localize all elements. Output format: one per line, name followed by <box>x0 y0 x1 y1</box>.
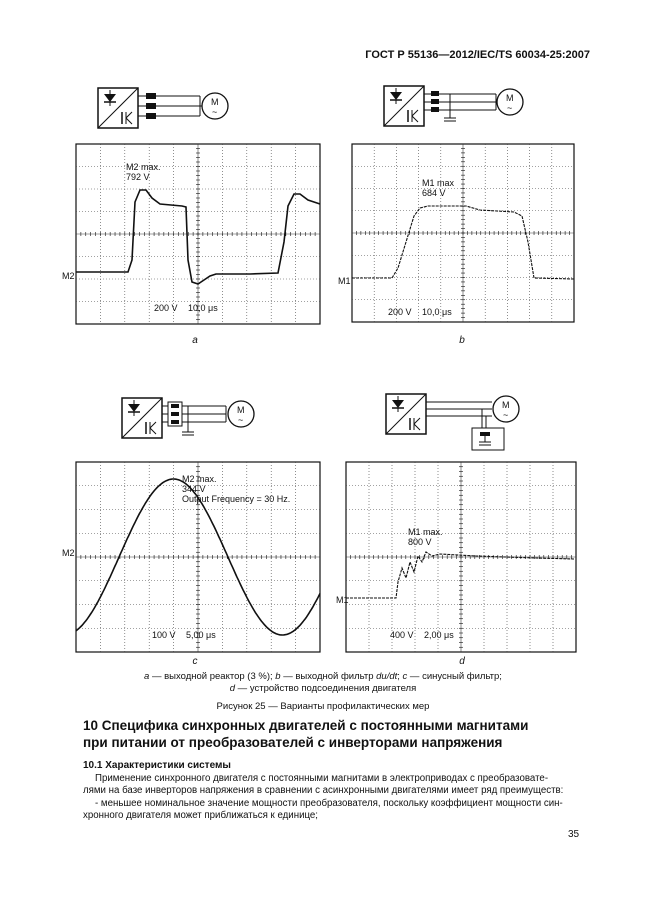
legend-key-a: a <box>144 671 150 682</box>
motor-symbol: ~ <box>238 415 244 425</box>
dudt-filter-icon <box>424 91 496 121</box>
time-scale: 5,00 μs <box>186 630 216 640</box>
panel-d <box>336 392 586 677</box>
panel-b <box>336 82 586 352</box>
panel-c <box>60 392 330 677</box>
motor-connection-device-icon <box>426 402 504 450</box>
panel-caption: d <box>459 656 465 667</box>
converter-block-icon <box>386 394 426 434</box>
reactor-icon <box>138 93 200 119</box>
max-label: M2 max. <box>126 162 161 172</box>
panel-caption: a <box>192 335 198 346</box>
oscilloscope-screen <box>76 144 320 324</box>
page-header: ГОСТ Р 55136—2012/IEC/TS 60034-25:2007 <box>365 49 590 61</box>
channel-marker: M1 <box>336 595 349 605</box>
body-text <box>83 773 591 823</box>
motor-icon <box>228 401 254 427</box>
legend-dudt: du/dt <box>376 671 398 682</box>
volt-scale: 400 V <box>390 630 414 640</box>
channel-marker: M2 <box>62 271 75 281</box>
volt-scale: 200 V <box>388 307 412 317</box>
frequency-label: Output Frequency = 30 Hz. <box>182 494 291 504</box>
max-value: 792 V <box>126 172 150 182</box>
time-scale: 10,0 μs <box>422 307 452 317</box>
legend-sep: ; <box>397 671 403 682</box>
motor-label: M <box>237 405 245 415</box>
panel-c-graphic <box>60 392 330 677</box>
max-label: M1 max. <box>408 527 443 537</box>
figure-caption: Рисунок 25 — Варианты профилактических мер <box>216 701 430 712</box>
motor-symbol: ~ <box>503 410 509 420</box>
legend-key-b: b <box>275 671 281 682</box>
volt-scale: 200 V <box>154 303 178 313</box>
panel-caption: c <box>192 656 198 667</box>
legend-text-b: — выходной фильтр <box>280 671 377 682</box>
panel-a-graphic <box>60 82 330 352</box>
motor-label: M <box>506 93 514 103</box>
motor-symbol: ~ <box>507 103 513 113</box>
legend-key-c: c <box>402 671 408 682</box>
motor-icon <box>493 396 519 422</box>
max-label: M1 max <box>422 178 455 188</box>
converter-block-icon <box>98 88 138 128</box>
motor-label: M <box>502 400 510 410</box>
max-value: 344 V <box>182 484 206 494</box>
volt-scale: 100 V <box>152 630 176 640</box>
subsection-title: 10.1 Характеристики системы <box>83 760 231 771</box>
figure-legend <box>0 671 646 695</box>
panel-d-graphic <box>336 392 586 677</box>
paragraph-line: хронного двигателя может приближаться к единице; <box>83 810 318 822</box>
panel-a <box>60 82 330 352</box>
legend-text-a: — выходной реактор (3 %); <box>149 671 276 682</box>
motor-icon <box>200 93 228 119</box>
panel-b-graphic <box>336 82 586 352</box>
motor-symbol: ~ <box>212 107 218 117</box>
legend-text-c: — синусный фильтр; <box>407 671 502 682</box>
section-title-line2: при питании от преобразователей с инверторами напряжения <box>83 735 503 750</box>
section-title-line1: 10 Специфика синхронных двигателей с постоянными магнитами <box>83 718 529 733</box>
legend-text-d: — устройство подсоединения двигателя <box>235 683 417 694</box>
converter-block-icon <box>384 86 424 126</box>
time-scale: 2,00 μs <box>424 630 454 640</box>
motor-icon <box>497 89 523 115</box>
max-label: M2 max. <box>182 474 217 484</box>
page-number: 35 <box>568 829 580 840</box>
oscilloscope-screen <box>346 462 576 652</box>
max-value: 684 V <box>422 188 446 198</box>
converter-block-icon <box>122 398 162 438</box>
motor-label: M <box>211 97 219 107</box>
paragraph-line: - меньшее номинальное значение мощности преобразователя, поскольку коэффициент мощности син- <box>95 797 563 809</box>
channel-marker: M2 <box>62 548 75 558</box>
sine-filter-icon <box>162 402 226 435</box>
paragraph-line: лями на базе инверторов напряжения в сравнении с асинхронными двигателями имеет ряд преимуществ: <box>83 785 564 797</box>
time-scale: 10,0 μs <box>188 303 218 313</box>
section-title <box>83 717 603 751</box>
channel-marker: M1 <box>338 276 351 286</box>
oscilloscope-screen <box>352 144 574 322</box>
paragraph-line: Применение синхронного двигателя с постоянными магнитами в электроприводах с преобразовате- <box>95 773 549 784</box>
panel-caption: b <box>459 335 465 346</box>
max-value: 800 V <box>408 537 432 547</box>
legend-key-d: d <box>229 683 236 694</box>
